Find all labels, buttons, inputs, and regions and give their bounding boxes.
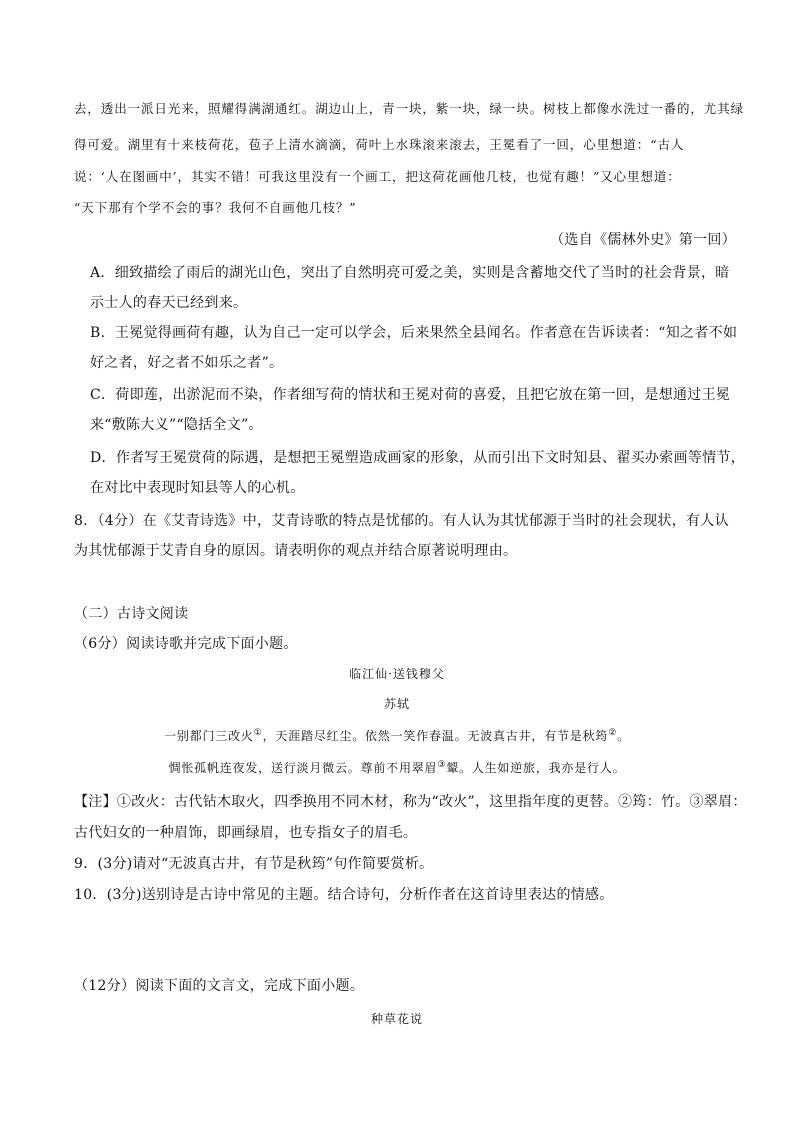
poem-line-2-part-b: 颦。人生如逆旅，我亦是行人。: [446, 761, 626, 775]
section-3-intro: （12分）阅读下面的文言文，完成下面小题。: [74, 978, 365, 994]
note-marker-3: ③: [437, 760, 447, 770]
excerpt-line-2: 得可爱。湖里有十来枝荷花，苞子上清水滴滴，荷叶上水珠滚来滚去，王冕看了一回，心里想道：“古人: [74, 137, 685, 152]
poem-line-1: [0, 727, 794, 744]
excerpt-line-1: 去，透出一派日光来，照耀得满湖通红。湖边山上，青一块，紫一块，绿一块。树枝上都像水洗过一番的，尤其绿: [74, 101, 745, 116]
poem-notes-line-1: 【注】①改火：古代钻木取火，四季换用不同木材，称为“改火”，这里指年度的更替。②筠：竹。③翠眉：: [74, 794, 747, 810]
option-c-line-1: C．荷即莲，出淤泥而不染，作者细写荷的情状和王冕对荷的喜爱，且把它放在第一回，是想通过王冕: [90, 387, 731, 403]
poem-line-1-part-b: ，天涯踏尽红尘。依然一笑作春温。无波真古井，有节是秋筠: [262, 729, 609, 743]
excerpt-source: （选自《儒林外史》第一回）: [550, 232, 736, 248]
question-10: 10．(3分)送别诗是古诗中常见的主题。结合诗句，分析作者在这首诗里表达的情感。: [74, 887, 614, 903]
section-2-heading: （二）古诗文阅读: [74, 606, 189, 622]
classical-text-title: 种草花说: [370, 1012, 423, 1026]
poem-line-1-part-c: 。: [617, 729, 630, 743]
question-8-line-2: 为其忧郁源于艾青自身的原因。请表明你的观点并结合原著说明理由。: [74, 543, 518, 559]
section-2-intro: （6分）阅读诗歌并完成下面小题。: [74, 636, 298, 652]
question-8-line-1: 8．（4分）在《艾青诗选》中，艾青诗歌的特点是忧郁的。有人认为其忧郁源于当时的社会现状，有人认: [74, 513, 729, 529]
poem-line-2: [0, 759, 794, 776]
note-marker-1: ①: [253, 728, 263, 738]
option-d-line-2: 在对比中表现时知县等人的心机。: [90, 480, 305, 496]
excerpt-line-4: “天下那有个学不会的事？我何不自画他几枝？”: [74, 200, 357, 215]
option-b-line-2: 好之者，好之者不如乐之者”。: [90, 355, 284, 371]
option-d-line-1: D．作者写王冕赏荷的际遇，是想把王冕塑造成画家的形象，从而引出下文时知县、翟买办索画等情节，: [90, 450, 746, 466]
question-9: 9．(3分)请对“无波真古井，有节是秋筠”句作简要赏析。: [74, 856, 434, 872]
poem-line-1-part-a: 一别都门三改火: [164, 729, 254, 743]
poem-title: 临江仙·送钱穆父: [349, 667, 445, 681]
poem-notes-line-2: 古代妇女的一种眉饰，即画绿眉，也专指女子的眉毛。: [74, 825, 418, 841]
option-b-line-1: B．王冕觉得画荷有趣，认为自己一定可以学会，后来果然全县闻名。作者意在告诉读者：“知之者不如: [90, 325, 738, 341]
option-a-line-1: A．细致描绘了雨后的湖光山色，突出了自然明亮可爱之美，实则是含蓄地交代了当时的社会背景，暗: [90, 265, 730, 281]
option-a-line-2: 示士人的春天已经到来。: [90, 295, 248, 311]
excerpt-line-3: 说：‘人在图画中’，其实不错！可我这里没有一个画工，把这荷花画他几枝，也觉有趣！”又心里想道：: [74, 169, 681, 184]
poem-line-2-part-a: 惆怅孤帆连夜发，送行淡月微云。尊前不用翠眉: [168, 761, 438, 775]
option-c-line-2: 来“敷陈大义”“隐括全文”。: [90, 417, 263, 433]
note-marker-2: ②: [608, 728, 618, 738]
poem-author: 苏轼: [383, 697, 410, 711]
